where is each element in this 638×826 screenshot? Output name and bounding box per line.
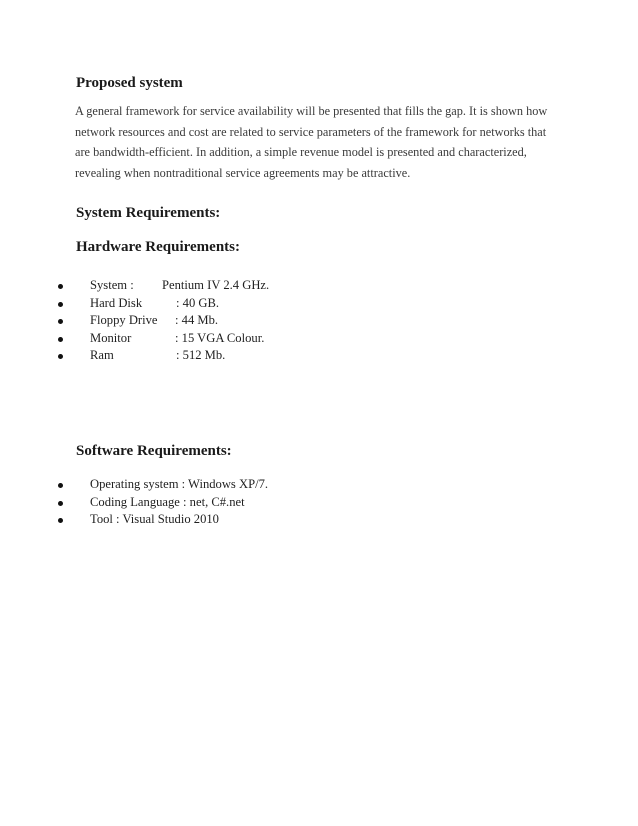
paragraph-line: A general framework for service availability will be presented that fills the gap. It is shown how <box>75 104 548 118</box>
hardware-label: System : <box>90 278 134 292</box>
bullet-icon <box>58 302 63 307</box>
hardware-value: : 15 VGA Colour. <box>175 330 265 345</box>
hardware-label: Ram <box>90 348 114 363</box>
hardware-label: Monitor <box>90 330 132 345</box>
paragraph-line: are bandwidth-efficient. In addition, a simple revenue model is presented and characterized, <box>75 145 527 159</box>
software-item-text: Tool : Visual Studio 2010 <box>90 512 219 527</box>
proposed-system-heading: Proposed system <box>76 75 183 91</box>
hardware-value: : 44 Mb. <box>175 313 219 328</box>
software-requirements-heading: Software Requirements: <box>76 443 232 459</box>
paragraph-line: network resources and cost are related to service parameters of the framework for networks that <box>75 124 547 139</box>
paragraph-line: revealing when nontraditional service agreements may be attractive. <box>75 165 411 180</box>
software-item-text: Coding Language : net, C#.net <box>90 494 245 509</box>
bullet-icon <box>58 518 63 523</box>
bullet-icon <box>58 284 63 289</box>
hardware-value: : 512 Mb. <box>176 348 226 363</box>
bullet-icon <box>58 501 63 506</box>
bullet-icon <box>58 483 63 488</box>
proposed-system-paragraph <box>75 101 565 183</box>
system-requirements-heading: System Requirements: <box>76 205 221 221</box>
hardware-label: Hard Disk <box>90 295 143 310</box>
hardware-value: : 40 GB. <box>176 295 220 310</box>
hardware-requirements-heading: Hardware Requirements: <box>76 239 241 255</box>
software-item-text: Operating system : Windows XP/7. <box>90 477 269 491</box>
bullet-icon <box>58 354 63 359</box>
bullet-icon <box>58 337 63 342</box>
bullet-icon <box>58 319 63 324</box>
hardware-label: Floppy Drive <box>90 313 158 328</box>
hardware-value: Pentium IV 2.4 GHz. <box>162 278 270 292</box>
